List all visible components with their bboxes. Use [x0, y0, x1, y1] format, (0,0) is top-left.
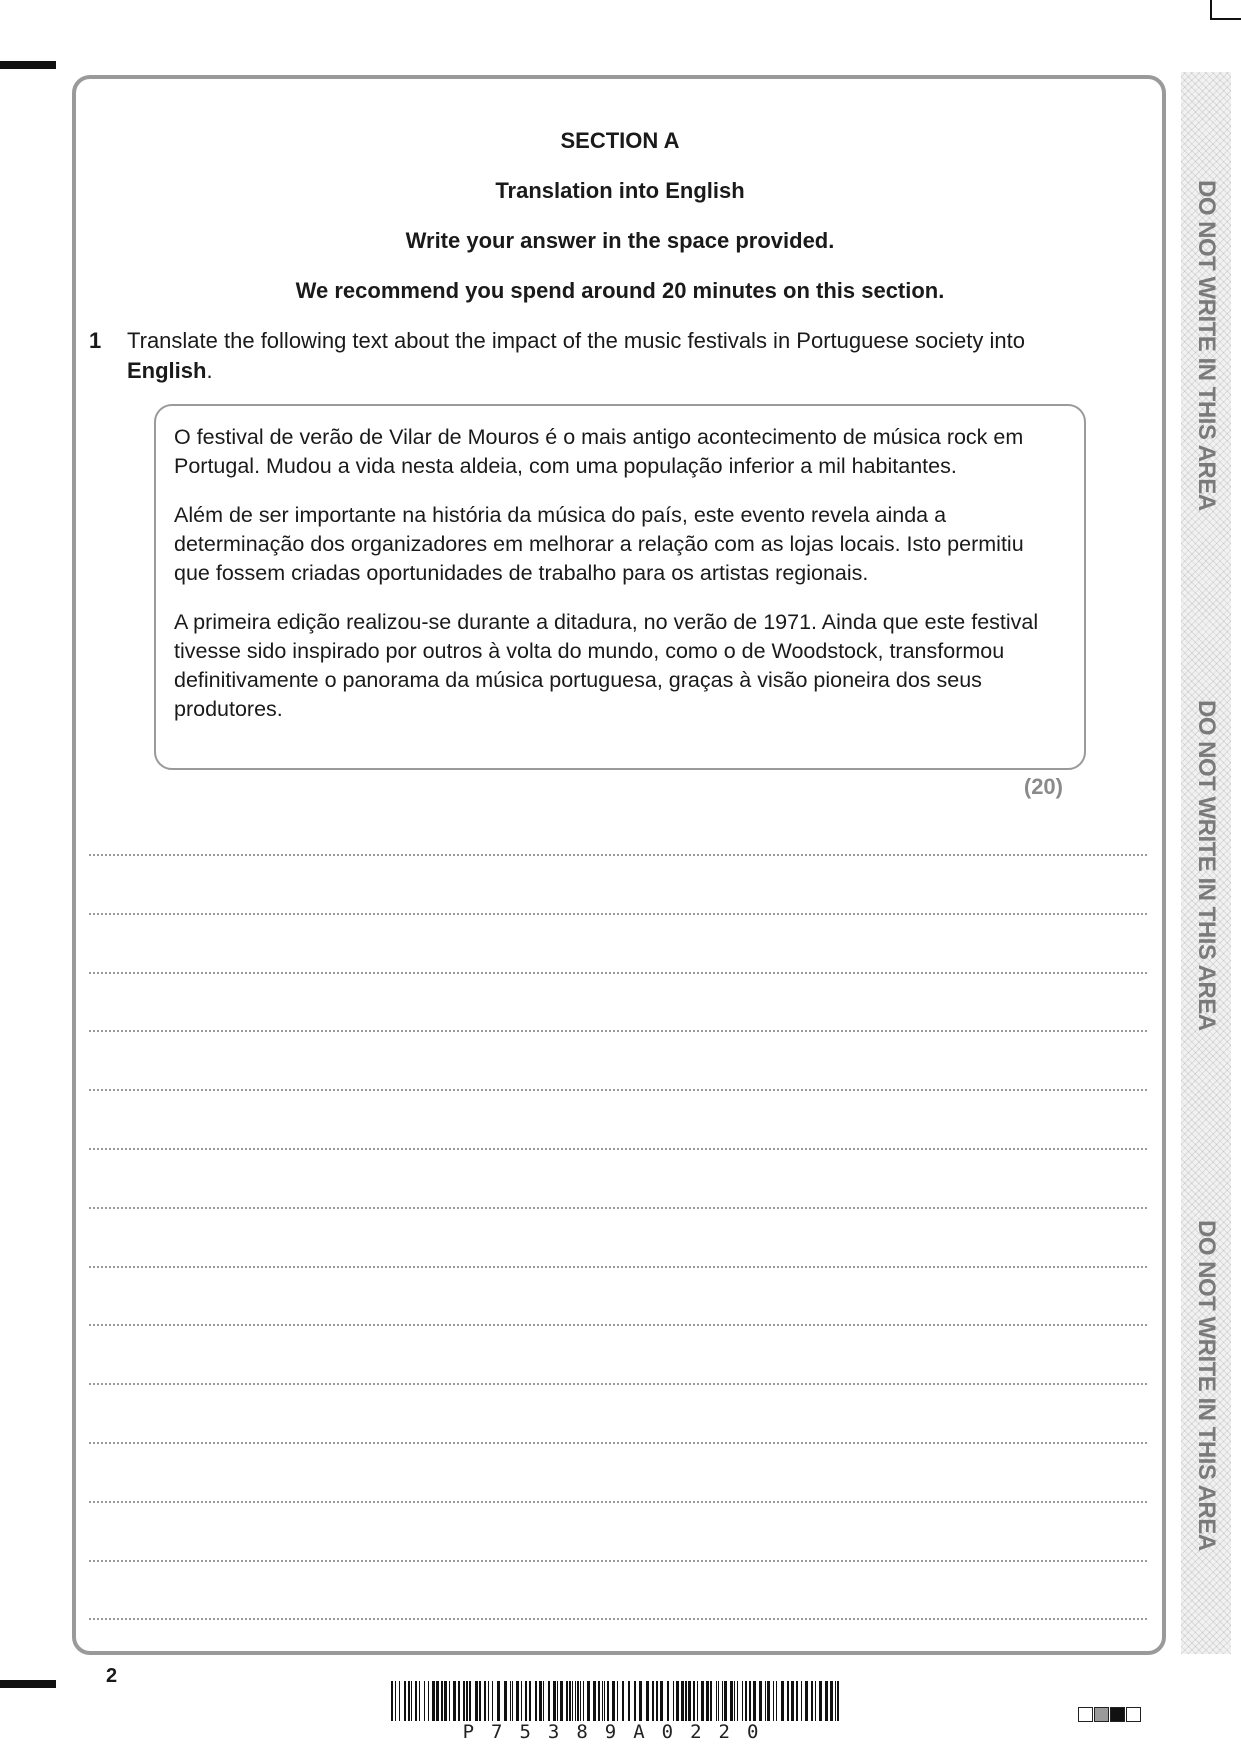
barcode-bar — [466, 1681, 468, 1721]
barcode-bar — [436, 1681, 439, 1721]
barcode-bar — [742, 1681, 743, 1721]
answer-line[interactable] — [89, 1442, 1147, 1444]
barcode-bar — [604, 1681, 605, 1721]
barcode — [391, 1681, 847, 1721]
answer-line[interactable] — [89, 1560, 1147, 1562]
barcode-bar — [512, 1681, 513, 1721]
barcode-bar — [660, 1681, 663, 1721]
barcode-bar — [593, 1681, 596, 1721]
barcode-bar — [819, 1681, 822, 1721]
answer-line[interactable] — [89, 1207, 1147, 1209]
barcode-bar — [837, 1681, 839, 1721]
barcode-bar — [835, 1681, 836, 1721]
barcode-bar — [539, 1681, 542, 1721]
barcode-bar — [479, 1681, 481, 1721]
barcode-bar — [432, 1681, 435, 1721]
barcode-bar — [710, 1681, 712, 1721]
barcode-bar — [525, 1681, 527, 1721]
barcode-bar — [463, 1681, 465, 1721]
barcode-bar — [724, 1681, 727, 1721]
barcode-bar — [617, 1681, 618, 1721]
barcode-bar — [730, 1681, 733, 1721]
barcode-bar — [583, 1681, 584, 1721]
barcode-bar — [801, 1681, 802, 1721]
barcode-bar — [815, 1681, 816, 1721]
answer-line[interactable] — [89, 1383, 1147, 1385]
barcode-bar — [634, 1681, 636, 1721]
barcode-bar — [722, 1681, 723, 1721]
barcode-bar — [399, 1681, 400, 1721]
margin-warning: DO NOT WRITE IN THIS AREA — [1193, 699, 1220, 1031]
barcode-bar — [607, 1681, 609, 1721]
barcode-bar — [572, 1681, 573, 1721]
barcode-bar — [504, 1681, 507, 1721]
barcode-bar — [805, 1681, 808, 1721]
answer-line[interactable] — [89, 1324, 1147, 1326]
barcode-bar — [484, 1681, 486, 1721]
barcode-bar — [521, 1681, 522, 1721]
barcode-bar — [749, 1681, 751, 1721]
question-text: Translate the following text about the impact of the music festivals in Portuguese society into English. — [127, 328, 1025, 383]
section-subtitle: Translation into English — [495, 178, 745, 203]
barcode-bar — [796, 1681, 798, 1721]
barcode-bar — [656, 1681, 658, 1721]
barcode-bar — [557, 1681, 558, 1721]
barcode-bar — [415, 1681, 417, 1721]
barcode-bar — [469, 1681, 471, 1721]
barcode-bar — [395, 1681, 396, 1721]
passage-paragraph: A primeira edição realizou-se durante a ditadura, no verão de 1971. Ainda que este festival tivesse sido inspirado por outros à volta do mundo, como o de Woodstock, transformou definitivamente o panorama da música portuguesa, graças à visão pioneira dos seus produtores. — [174, 610, 1039, 721]
barcode-bar — [791, 1681, 794, 1721]
answer-line[interactable] — [89, 1030, 1147, 1032]
barcode-bar — [639, 1681, 642, 1721]
question-emphasis: English — [127, 358, 207, 383]
barcode-bar — [667, 1681, 669, 1721]
time-recommendation: We recommend you spend around 20 minutes on this section. — [295, 278, 945, 303]
barcode-bar — [566, 1681, 568, 1721]
barcode-bar — [718, 1681, 719, 1721]
registration-mark — [0, 61, 56, 69]
barcode-bar — [628, 1681, 630, 1721]
answer-line[interactable] — [89, 972, 1147, 974]
barcode-bar — [830, 1681, 833, 1721]
barcode-bar — [706, 1681, 709, 1721]
passage-paragraph: Além de ser importante na história da música do país, este evento revela ainda a determinação dos organizadores em melhorar a relação com as lojas locais. Isto permitiu que fossem criadas oportunidades de trabalho para os artistas regionais. — [174, 503, 1024, 585]
barcode-bar — [759, 1681, 762, 1721]
margin-warning: DO NOT WRITE IN THIS AREA — [1193, 179, 1220, 511]
barcode-bar — [535, 1681, 537, 1721]
barcode-bar — [488, 1681, 489, 1721]
barcode-bar — [408, 1681, 410, 1721]
passage-box — [154, 404, 1086, 770]
barcode-bar — [646, 1681, 649, 1721]
barcode-bar — [652, 1681, 654, 1721]
barcode-bar — [543, 1681, 544, 1721]
barcode-bar — [693, 1681, 695, 1721]
barcode-bar — [676, 1681, 679, 1721]
barcode-bar — [580, 1681, 581, 1721]
barcode-bar — [453, 1681, 456, 1721]
barcode-bar — [776, 1681, 777, 1721]
answer-line[interactable] — [89, 1089, 1147, 1091]
barcode-bar — [681, 1681, 684, 1721]
barcode-bar — [773, 1681, 774, 1721]
crop-mark — [1210, 0, 1241, 20]
barcode-bar — [424, 1681, 425, 1721]
barcode-bar — [673, 1681, 674, 1721]
barcode-bar — [444, 1681, 447, 1721]
barcode-bar — [560, 1681, 563, 1721]
barcode-bar — [825, 1681, 828, 1721]
barcode-bar — [569, 1681, 571, 1721]
passage-paragraph: O festival de verão de Vilar de Mouros é o mais antigo acontecimento de música rock em Portugal. Mudou a vida nesta aldeia, com uma população inferior a mil habitantes. — [174, 425, 1024, 478]
page-indicator-squares — [1078, 1707, 1142, 1722]
instruction: Write your answer in the space provided. — [405, 228, 835, 253]
barcode-bar — [612, 1681, 615, 1721]
barcode-bar — [688, 1681, 691, 1721]
barcode-bar — [781, 1681, 784, 1721]
answer-line[interactable] — [89, 913, 1147, 915]
barcode-bar — [391, 1681, 393, 1721]
barcode-bar — [458, 1681, 460, 1721]
barcode-bar — [441, 1681, 443, 1721]
barcode-bar — [419, 1681, 420, 1721]
registration-mark — [0, 1680, 56, 1688]
barcode-bar — [622, 1681, 624, 1721]
answer-frame — [72, 75, 1166, 1655]
answer-line[interactable] — [89, 1501, 1147, 1503]
marks-available: (20) — [1023, 774, 1063, 799]
barcode-bar — [737, 1681, 738, 1721]
barcode-bar — [697, 1681, 698, 1721]
answer-line[interactable] — [89, 1618, 1147, 1620]
barcode-bar — [734, 1681, 735, 1721]
barcode-bar — [602, 1681, 603, 1721]
barcode-bar — [404, 1681, 406, 1721]
barcode-bar — [428, 1681, 429, 1721]
barcode-bar — [753, 1681, 756, 1721]
barcode-bar — [529, 1681, 531, 1721]
indicator-square — [1094, 1707, 1109, 1722]
barcode-bar — [765, 1681, 766, 1721]
barcode-bar — [745, 1681, 747, 1721]
barcode-bar — [811, 1681, 813, 1721]
barcode-bar — [598, 1681, 600, 1721]
page-number: 2 — [106, 1665, 118, 1687]
margin-warning: DO NOT WRITE IN THIS AREA — [1193, 1219, 1220, 1551]
answer-line[interactable] — [89, 1266, 1147, 1268]
indicator-square — [1078, 1707, 1093, 1722]
barcode-bar — [510, 1681, 511, 1721]
barcode-bar — [449, 1681, 450, 1721]
barcode-bar — [516, 1681, 519, 1721]
section-title: SECTION A — [560, 128, 680, 153]
barcode-bar — [475, 1681, 478, 1721]
question-number: 1 — [89, 328, 102, 353]
barcode-bar — [787, 1681, 789, 1721]
barcode-bar — [716, 1681, 717, 1721]
barcode-bar — [497, 1681, 500, 1721]
barcode-text: P75389A0220 — [462, 1721, 776, 1743]
barcode-bar — [767, 1681, 770, 1721]
barcode-bar — [587, 1681, 590, 1721]
barcode-bar — [685, 1681, 687, 1721]
barcode-bar — [548, 1681, 550, 1721]
indicator-square — [1110, 1707, 1125, 1722]
barcode-bar — [575, 1681, 576, 1721]
answer-line[interactable] — [89, 1148, 1147, 1150]
barcode-bar — [701, 1681, 704, 1721]
barcode-bar — [553, 1681, 556, 1721]
barcode-bar — [492, 1681, 493, 1721]
barcode-bar — [577, 1681, 579, 1721]
answer-line[interactable] — [89, 854, 1147, 856]
indicator-square — [1126, 1707, 1141, 1722]
barcode-bar — [411, 1681, 412, 1721]
